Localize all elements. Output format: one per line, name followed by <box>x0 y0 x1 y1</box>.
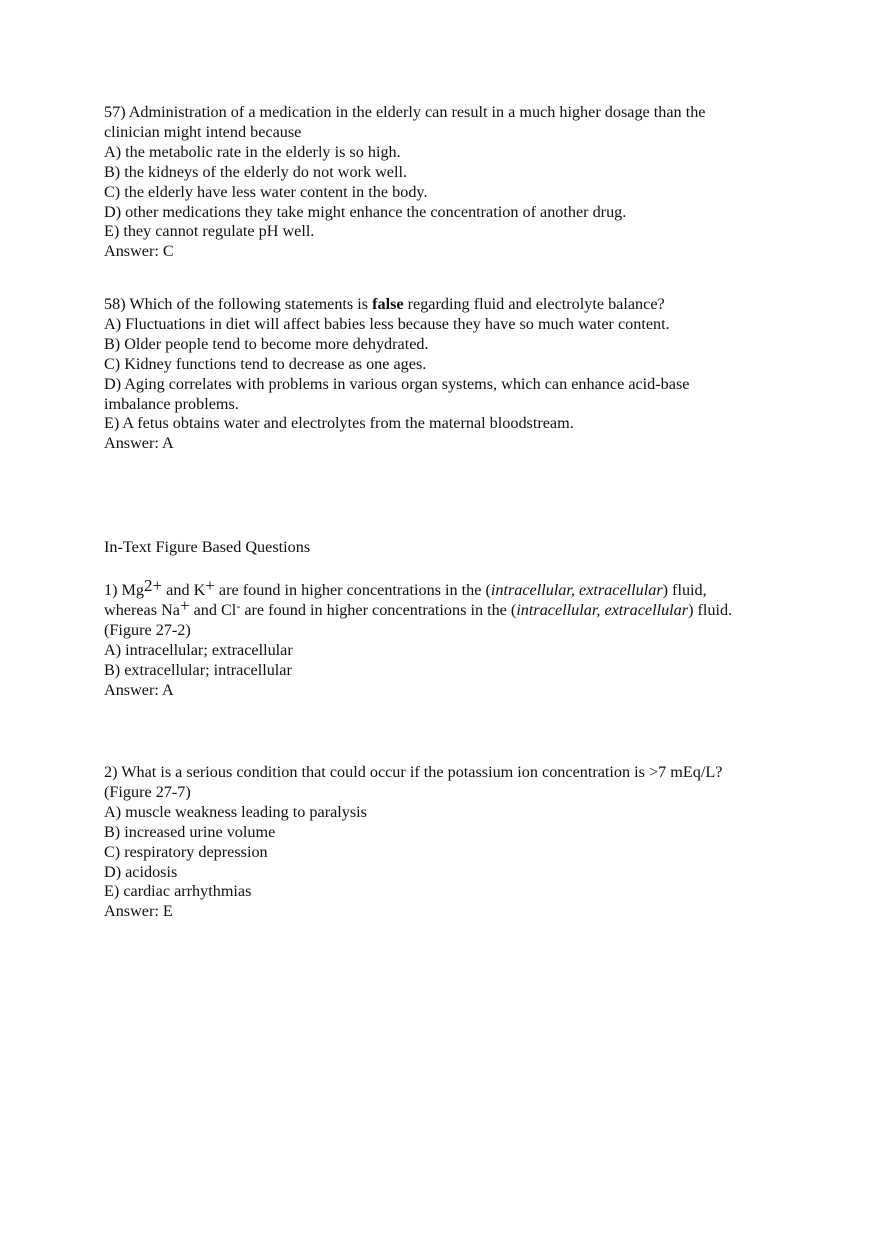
question-57-option-c: C) the elderly have less water content in the body. <box>104 182 428 201</box>
fq1-text-6: and Cl <box>189 600 237 619</box>
question-58-option-e: E) A fetus obtains water and electrolytes from the maternal bloodstream. <box>104 414 574 433</box>
section-title: In-Text Figure Based Questions <box>104 538 311 556</box>
question-58-option-d: D) Aging correlates with problems in various organ systems, which can enhance acid-base <box>104 374 690 393</box>
question-58 <box>104 295 689 454</box>
figure-question-1 <box>104 576 733 700</box>
question-57-option-d: D) other medications they take might enhance the concentration of another drug. <box>104 202 627 221</box>
fq1-sup-mg: 2+ <box>144 576 163 595</box>
figure-question-2-option-c: C) respiratory depression <box>104 842 268 861</box>
fq1-text-7: are found in higher concentrations in the ( <box>240 600 517 619</box>
figure-question-1-answer: Answer: A <box>104 680 174 699</box>
figure-question-2-option-d: D) acidosis <box>104 862 178 881</box>
figure-question-1-figure-ref: (Figure 27-2) <box>104 620 191 639</box>
figure-question-2-option-a: A) muscle weakness leading to paralysis <box>104 802 367 821</box>
figure-question-2-stem: 2) What is a serious condition that could occur if the potassium ion concentration is >7 mEq/L? <box>104 763 723 781</box>
question-58-option-d-cont: imbalance problems. <box>104 394 239 413</box>
question-58-stem <box>104 295 689 315</box>
question-57-option-a: A) the metabolic rate in the elderly is so high. <box>104 142 401 161</box>
question-58-option-c: C) Kidney functions tend to decrease as one ages. <box>104 354 427 373</box>
figure-question-1-option-a: A) intracellular; extracellular <box>104 640 293 659</box>
figure-question-1-option-b: B) extracellular; intracellular <box>104 660 292 679</box>
question-57 <box>104 103 705 262</box>
figure-question-2 <box>104 763 722 922</box>
figure-question-2-option-b: B) increased urine volume <box>104 822 276 841</box>
question-57-option-b: B) the kidneys of the elderly do not work well. <box>104 162 408 181</box>
fq1-text-3: are found in higher concentrations in the ( <box>214 581 491 599</box>
figure-question-1-stem-line-2 <box>104 595 733 621</box>
fq1-text-8: ) fluid. <box>688 600 733 619</box>
question-58-answer: Answer: A <box>104 434 174 453</box>
fq1-italic-1: intracellular, extracellular <box>490 581 663 599</box>
fq1-text-5: whereas Na <box>104 600 180 619</box>
question-57-stem-line-2: clinician might intend because <box>104 122 302 141</box>
fq1-italic-2: intracellular, extracellular <box>516 600 689 619</box>
question-58-option-a: A) Fluctuations in diet will affect babies less because they have so much water content. <box>104 314 670 333</box>
fq1-text-4: ) fluid, <box>662 581 707 599</box>
figure-question-2-option-e: E) cardiac arrhythmias <box>104 882 252 901</box>
fq1-text-2: and K <box>162 581 206 599</box>
figure-question-1-stem-line-1 <box>104 576 732 601</box>
figure-question-2-figure-ref: (Figure 27-7) <box>104 782 191 801</box>
fq1-sup-cl: - <box>236 598 241 613</box>
fq1-text-1: 1) Mg <box>104 581 145 599</box>
question-57-option-e: E) they cannot regulate pH well. <box>104 222 315 241</box>
question-57-stem-line-1: 57) Administration of a medication in the elderly can result in a much higher dosage than the <box>104 103 706 121</box>
fq1-sup-na: + <box>179 595 190 615</box>
question-57-answer: Answer: C <box>104 242 174 261</box>
question-58-stem-post: regarding fluid and electrolyte balance? <box>403 295 665 313</box>
question-58-stem-bold: false <box>372 295 404 313</box>
figure-question-2-answer: Answer: E <box>104 902 173 921</box>
question-58-stem-pre: 58) Which of the following statements is <box>104 295 373 313</box>
fq1-sup-k: + <box>205 576 215 595</box>
question-58-option-b: B) Older people tend to become more dehydrated. <box>104 334 429 353</box>
